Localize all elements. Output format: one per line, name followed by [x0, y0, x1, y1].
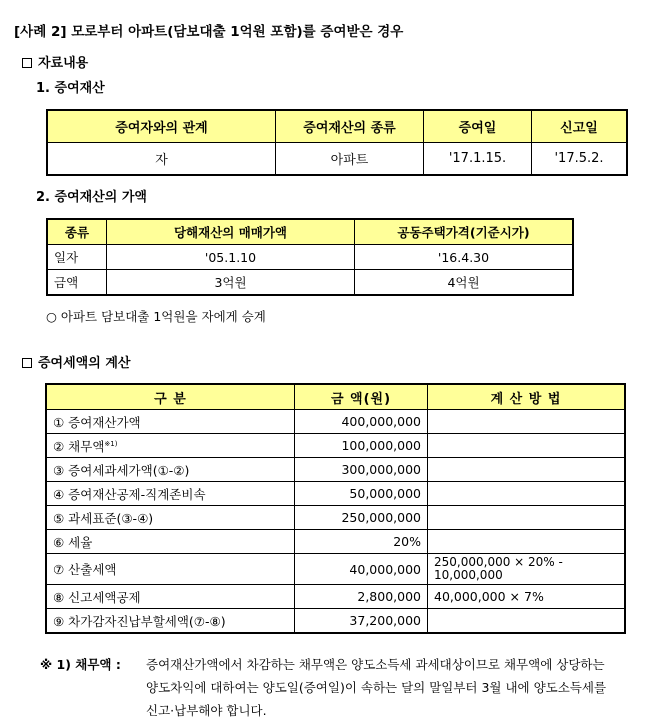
table-cell: '17.5.2. — [532, 143, 628, 176]
section-heading-tax-calc-label: 증여세액의 계산 — [38, 356, 131, 371]
table-row — [46, 554, 625, 585]
table-cell: '17.1.15. — [424, 143, 532, 176]
calc-amount-cell: 37,200,000 — [295, 609, 428, 634]
calc-label-cell: ⑥ 세율 — [46, 530, 295, 554]
table-header-cell: 당해재산의 매매가액 — [107, 219, 355, 245]
table-header-row — [46, 384, 625, 410]
loan-assumption-note: ○ 아파트 담보대출 1억원을 자에게 승계 — [46, 309, 266, 324]
table-header-cell: 구 분 — [46, 384, 295, 410]
footnote-line: 증여재산가액에서 차감하는 채무액은 양도소득세 과세대상이므로 채무액에 상당하는 — [146, 657, 605, 672]
calc-amount-cell: 100,000,000 — [295, 434, 428, 458]
table-row — [47, 245, 573, 270]
table-header-cell: 증여자와의 관계 — [47, 110, 276, 143]
table-cell: 4억원 — [355, 270, 574, 296]
footnote-line: 양도차익에 대하여는 양도일(증여일)이 속하는 달의 말일부터 3월 내에 양도소득세를 — [146, 680, 607, 695]
table-row — [47, 143, 627, 176]
section-heading-tax-calc — [22, 352, 130, 371]
calc-method-cell: 250,000,000 × 20% - 10,000,000 — [428, 554, 626, 585]
table-cell: '16.4.30 — [355, 245, 574, 270]
calc-label-cell: ⑤ 과세표준(③-④) — [46, 506, 295, 530]
table-header-cell: 계 산 방 법 — [428, 384, 626, 410]
table-header-cell: 공동주택가격(기준시가) — [355, 219, 574, 245]
footnote-marker: ※ 1) 채무액 : — [40, 657, 121, 672]
table-cell: 3억원 — [107, 270, 355, 296]
calc-label-cell: ① 증여재산가액 — [46, 410, 295, 434]
calc-label-cell: ⑦ 산출세액 — [46, 554, 295, 585]
page-title: [사례 2] 모로부터 아파트(담보대출 1억원 포함)를 증여받은 경우 — [14, 24, 404, 40]
calc-label-cell — [46, 434, 295, 458]
table-cell: 자 — [47, 143, 276, 176]
table-header-cell: 증여재산의 종류 — [276, 110, 424, 143]
table-header-cell: 금 액(원) — [295, 384, 428, 410]
calc-method-cell — [428, 458, 626, 482]
section-heading-data — [22, 52, 88, 71]
table-row — [46, 458, 625, 482]
calc-method-cell — [428, 410, 626, 434]
table-row — [47, 270, 573, 296]
subheading-property-value: 2. 증여재산의 가액 — [36, 190, 147, 205]
calc-amount-cell: 250,000,000 — [295, 506, 428, 530]
table-cell: '05.1.10 — [107, 245, 355, 270]
table-cell: 일자 — [47, 245, 107, 270]
table-row — [46, 585, 625, 609]
footnote-ref: ※1) — [104, 439, 118, 448]
table-header-cell: 종류 — [47, 219, 107, 245]
checkbox-square-icon — [22, 358, 32, 368]
table-cell: 금액 — [47, 270, 107, 296]
table-cell: 아파트 — [276, 143, 424, 176]
calc-method-cell — [428, 434, 626, 458]
calc-label-cell: ⑧ 신고세액공제 — [46, 585, 295, 609]
table-row — [46, 609, 625, 634]
calc-method-cell — [428, 482, 626, 506]
calc-amount-cell: 20% — [295, 530, 428, 554]
calc-amount-cell: 400,000,000 — [295, 410, 428, 434]
table-row — [46, 506, 625, 530]
tax-calculation-table — [45, 383, 626, 634]
table-header-row — [47, 219, 573, 245]
calc-amount-cell: 50,000,000 — [295, 482, 428, 506]
subheading-gift-property: 1. 증여재산 — [36, 81, 105, 96]
section-heading-data-label: 자료내용 — [38, 56, 89, 71]
calc-method-cell — [428, 506, 626, 530]
calc-label-cell: ⑨ 차가감자진납부할세액(⑦-⑧) — [46, 609, 295, 634]
table-row — [46, 434, 625, 458]
footnote-line: 신고·납부해야 합니다. — [146, 703, 267, 718]
calc-amount-cell: 2,800,000 — [295, 585, 428, 609]
calc-method-cell — [428, 530, 626, 554]
checkbox-square-icon — [22, 58, 32, 68]
calc-method-cell: 40,000,000 × 7% — [428, 585, 626, 609]
table-row — [46, 410, 625, 434]
calc-label-cell: ④ 증여재산공제-직계존비속 — [46, 482, 295, 506]
table-header-cell: 증여일 — [424, 110, 532, 143]
calc-amount-cell: 40,000,000 — [295, 554, 428, 585]
calc-method-cell — [428, 609, 626, 634]
calc-amount-cell: 300,000,000 — [295, 458, 428, 482]
calc-label-cell: ③ 증여세과세가액(①-②) — [46, 458, 295, 482]
table-row — [46, 482, 625, 506]
calc-label-text: ② 채무액 — [53, 438, 105, 454]
table-row — [46, 530, 625, 554]
gift-property-table — [46, 109, 628, 176]
table-header-cell: 신고일 — [532, 110, 628, 143]
property-value-table — [46, 218, 574, 296]
table-header-row — [47, 110, 627, 143]
